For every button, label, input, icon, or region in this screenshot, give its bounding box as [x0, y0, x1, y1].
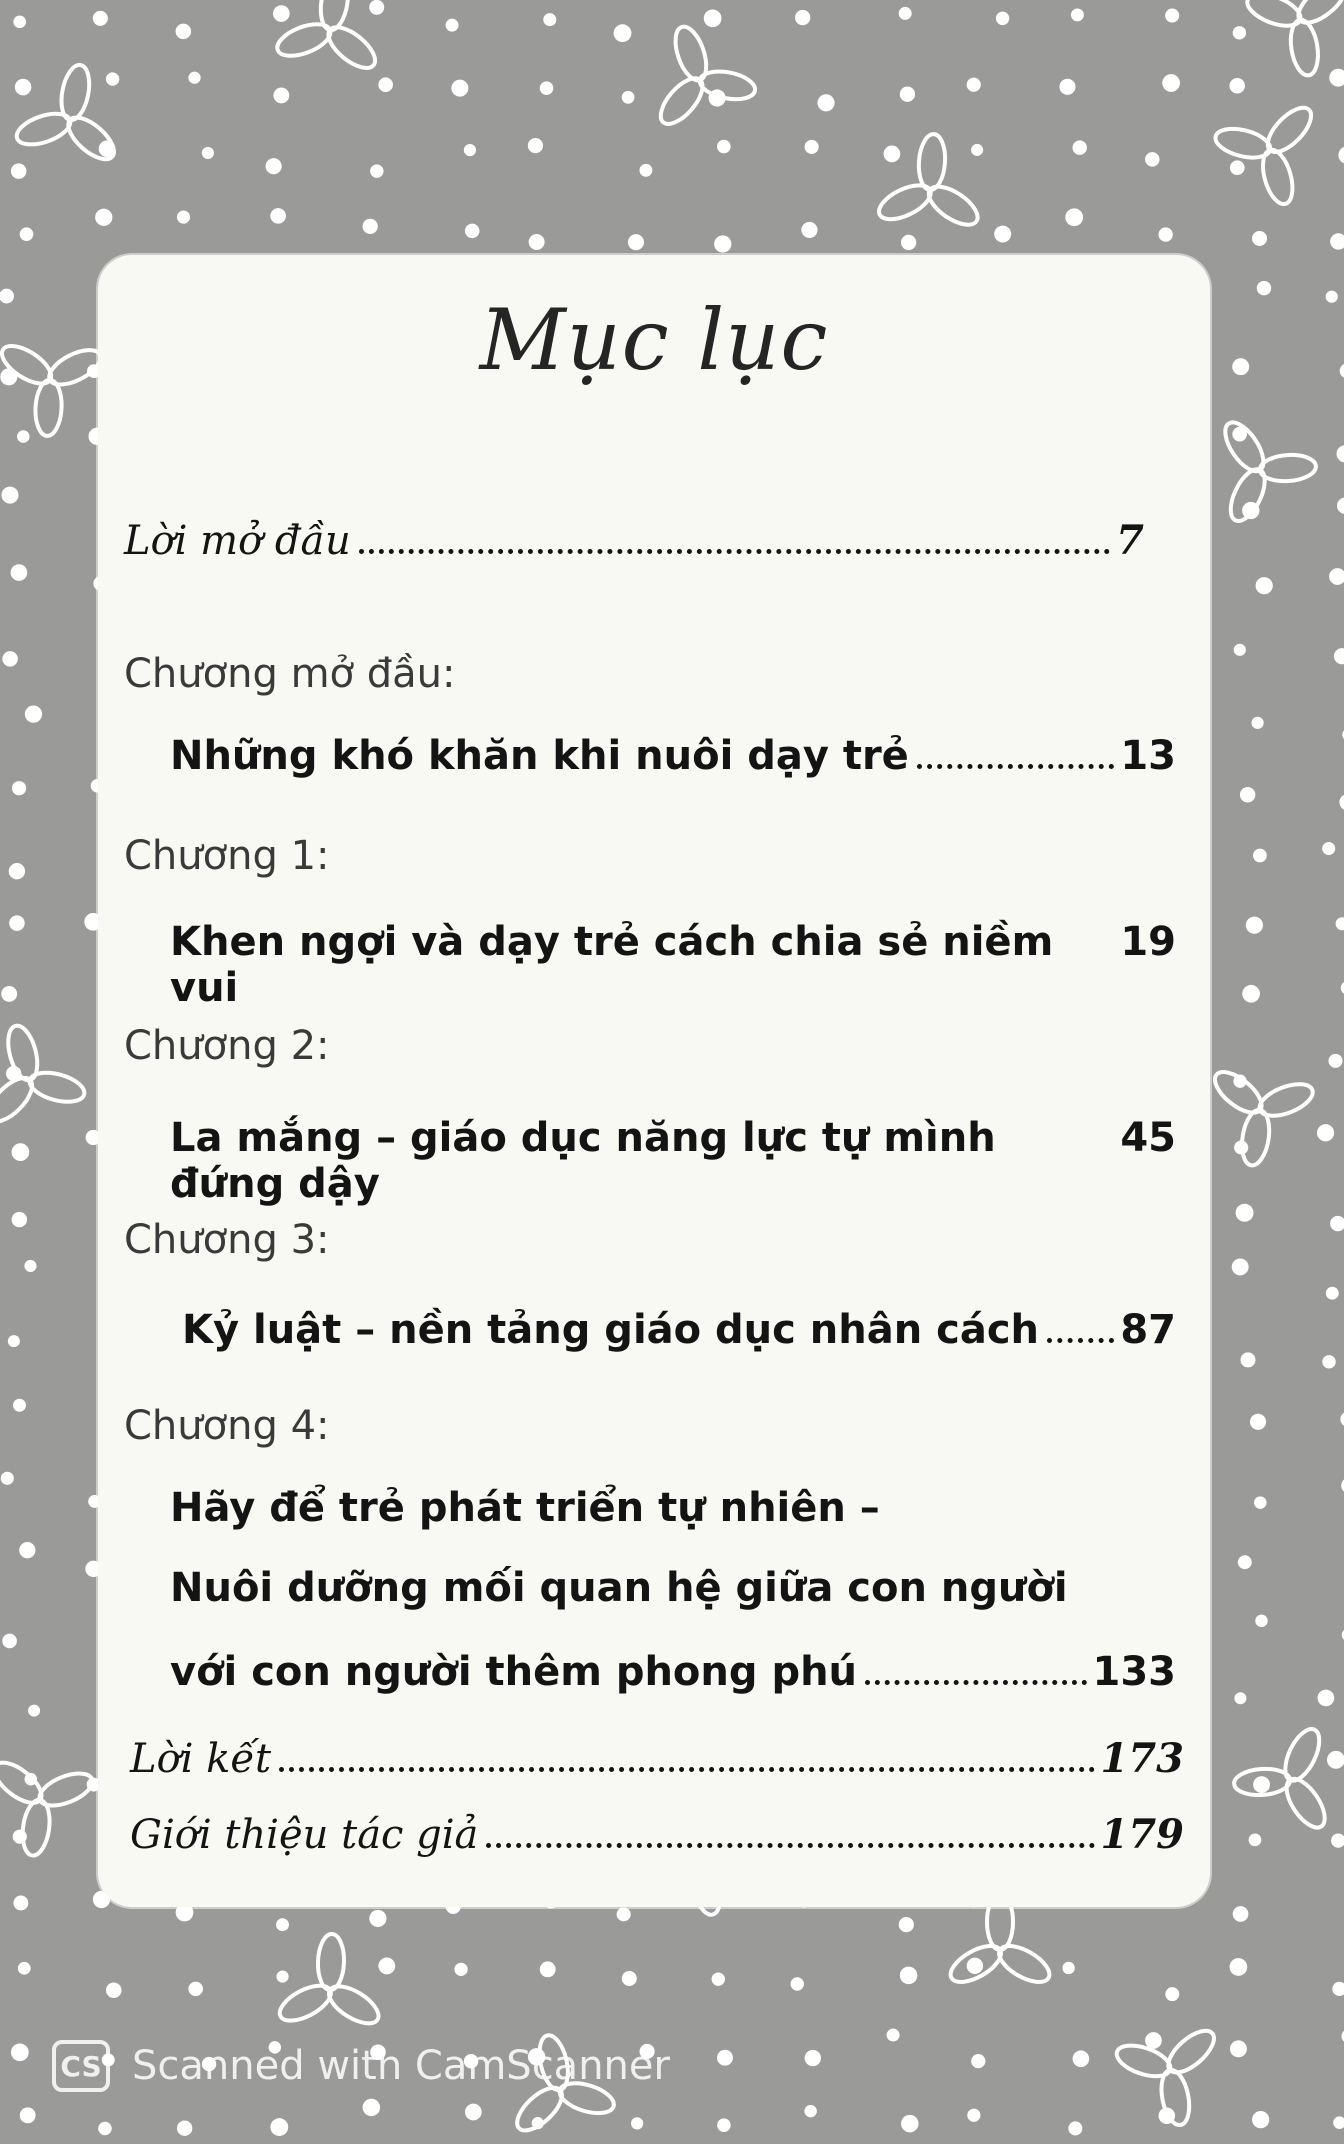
pattern-dot: [20, 227, 34, 241]
flower-icon: [274, 1932, 387, 2031]
pattern-dot: [1256, 577, 1273, 594]
pattern-dot: [899, 7, 912, 20]
pattern-dot: [1234, 1692, 1246, 1704]
toc-entry-chapter-3[interactable]: [182, 1307, 1176, 1353]
flower-icon: [9, 55, 135, 169]
pattern-dot: [1333, 2116, 1344, 2129]
pattern-dot: [1253, 1776, 1270, 1793]
toc-entry-label: Kỷ luật – nền tảng giáo dục nhân cách: [182, 1307, 1040, 1353]
pattern-dot: [11, 564, 28, 581]
toc-entry-prologue[interactable]: [170, 733, 1176, 779]
chapter-heading-2: Chương 2:: [124, 1023, 330, 1069]
pattern-dot: [9, 863, 25, 879]
pattern-dot: [717, 140, 731, 154]
leader-dots: [865, 1680, 1086, 1685]
toc-entry-page: 45: [1120, 1115, 1176, 1161]
pattern-dot: [1145, 2032, 1162, 2049]
pattern-dot: [717, 2050, 733, 2066]
pattern-dot: [1065, 208, 1083, 226]
pattern-dot: [1253, 849, 1267, 863]
pattern-dot: [446, 19, 459, 32]
toc-entry-conclusion[interactable]: [130, 1735, 1184, 1782]
pattern-dot: [188, 72, 200, 84]
toc-entry-chapter-4-line-2[interactable]: Nuôi dưỡng mối quan hệ giữa con người: [170, 1565, 1068, 1611]
pattern-dot: [93, 11, 108, 26]
pattern-dot: [177, 2121, 192, 2136]
pattern-dot: [363, 2099, 380, 2116]
pattern-dot: [1252, 231, 1267, 246]
pattern-dot: [465, 224, 480, 239]
pattern-dot: [95, 209, 112, 226]
pattern-dot: [714, 235, 731, 252]
table-of-contents-card: [98, 255, 1210, 1907]
pattern-dot: [1318, 1690, 1335, 1707]
pattern-dot: [1329, 568, 1344, 585]
leader-dots: [1047, 1338, 1114, 1343]
leader-dots: [486, 1843, 1094, 1848]
flower-icon: [872, 130, 988, 233]
pattern-dot: [1326, 1287, 1339, 1300]
pattern-dot: [817, 94, 834, 111]
pattern-dot: [900, 87, 915, 102]
pattern-dot: [967, 2109, 980, 2122]
pattern-dot: [1230, 2040, 1247, 2057]
pattern-dot: [971, 144, 983, 156]
toc-entry-page: 87: [1120, 1307, 1176, 1353]
pattern-dot: [106, 72, 119, 85]
pattern-dot: [20, 2107, 36, 2123]
pattern-dot: [98, 2122, 112, 2136]
pattern-dot: [24, 1260, 36, 1272]
pattern-dot: [622, 91, 635, 104]
pattern-dot: [540, 81, 554, 95]
pattern-dot: [12, 781, 26, 795]
pattern-dot: [1145, 152, 1159, 166]
pattern-dot: [1230, 1958, 1248, 1976]
pattern-dot: [276, 1918, 289, 1931]
pattern-dot: [1254, 1496, 1267, 1509]
toc-entry-label: Lời mở đầu: [124, 518, 351, 564]
pattern-dot: [18, 1962, 31, 1975]
pattern-dot: [1230, 160, 1245, 175]
toc-entry-label: La mắng – giáo dục năng lực tự mình đứng dậy: [170, 1115, 996, 1207]
pattern-dot: [717, 2118, 731, 2132]
pattern-dot: [13, 1399, 26, 1412]
pattern-dot: [1073, 140, 1087, 154]
flower-icon: [1204, 1039, 1332, 1176]
pattern-dot: [270, 208, 286, 224]
flower-icon: [1223, 1706, 1344, 1840]
pattern-dot: [19, 1542, 35, 1558]
pattern-dot: [1250, 1414, 1266, 1430]
pattern-dot: [971, 2054, 985, 2068]
pattern-dot: [631, 2117, 643, 2129]
toc-entry-label: Khen ngợi và dạy trẻ cách chia sẻ niềm vui: [170, 919, 1054, 1011]
pattern-dot: [202, 147, 214, 159]
pattern-dot: [791, 1977, 804, 1990]
pattern-dot: [1073, 2050, 1090, 2067]
pattern-dot: [25, 705, 42, 722]
toc-entry-about-author[interactable]: [130, 1811, 1184, 1858]
pattern-dot: [13, 1896, 28, 1911]
pattern-dot: [1068, 2121, 1082, 2135]
flower-icon: [651, 19, 765, 145]
pattern-dot: [13, 15, 26, 28]
flower-icon: [0, 1728, 113, 1866]
pattern-dot: [801, 222, 817, 238]
pattern-dot: [529, 234, 545, 250]
toc-entry-chapter-1[interactable]: [170, 919, 1176, 1011]
pattern-dot: [176, 24, 192, 40]
pattern-dot: [12, 1143, 30, 1161]
chapter-heading-4: Chương 4:: [124, 1403, 330, 1449]
pattern-dot: [2, 1634, 17, 1649]
pattern-dot: [1, 487, 18, 504]
flower-icon: [1104, 1992, 1248, 2138]
pattern-dot: [1332, 1982, 1344, 1996]
toc-entry-label: Những khó khăn khi nuôi dạy trẻ: [170, 733, 909, 779]
pattern-dot: [1071, 8, 1084, 21]
leader-dots: [917, 764, 1115, 769]
pattern-dot: [1317, 1124, 1334, 1141]
pattern-dot: [1334, 648, 1344, 664]
pattern-dot: [363, 219, 378, 234]
pattern-dot: [805, 140, 819, 154]
toc-entry-chapter-4[interactable]: [170, 1649, 1176, 1695]
pattern-dot: [1251, 717, 1263, 729]
pattern-dot: [901, 2115, 919, 2133]
pattern-dot: [994, 226, 1011, 243]
toc-entry-page: 7: [1116, 517, 1144, 564]
pattern-dot: [270, 2118, 288, 2136]
chapter-heading-3: Chương 3:: [124, 1217, 330, 1263]
toc-entry-page: 133: [1092, 1649, 1176, 1695]
pattern-dot: [369, 1910, 386, 1927]
pattern-dot: [628, 234, 644, 250]
pattern-dot: [1329, 1054, 1343, 1068]
pattern-dot: [1158, 227, 1172, 241]
pattern-dot: [465, 2104, 482, 2121]
leader-dots: [279, 1767, 1094, 1772]
pattern-dot: [1330, 233, 1344, 249]
pattern-dot: [1336, 445, 1344, 462]
pattern-dot: [1322, 842, 1335, 855]
pattern-dot: [1162, 74, 1180, 92]
pattern-dot: [1340, 1412, 1344, 1427]
flower-icon: [1203, 72, 1344, 217]
pattern-dot: [177, 210, 190, 223]
pattern-dot: [188, 1982, 203, 1997]
toc-entry-intro[interactable]: [124, 517, 1144, 564]
pattern-dot: [900, 1967, 918, 1985]
pattern-dot: [1257, 281, 1271, 295]
pattern-dot: [1229, 78, 1245, 94]
pattern-dot: [528, 138, 543, 153]
pattern-dot: [106, 1982, 122, 1998]
pattern-dot: [1, 986, 17, 1002]
flower-icon: [1235, 0, 1344, 87]
pattern-dot: [1330, 1216, 1344, 1231]
pattern-dot: [1232, 358, 1249, 375]
pattern-dot: [1233, 26, 1246, 39]
pattern-dot: [1232, 1258, 1249, 1275]
pattern-dot: [704, 9, 722, 27]
pattern-dot: [1233, 1906, 1249, 1922]
pattern-dot: [1331, 1833, 1344, 1847]
toc-entry-page: 19: [1120, 919, 1176, 965]
toc-entry-page: 13: [1120, 733, 1176, 779]
pattern-dot: [2, 651, 17, 666]
leader-dots: [359, 549, 1110, 554]
toc-entry-page: 179: [1100, 1811, 1184, 1858]
pattern-dot: [1338, 146, 1344, 164]
pattern-dot: [1238, 1555, 1252, 1569]
pattern-dot: [11, 163, 27, 179]
pattern-dot: [899, 1917, 914, 1932]
toc-entry-chapter-4-line-1[interactable]: Hãy để trẻ phát triển tự nhiên –: [170, 1485, 880, 1531]
pattern-dot: [712, 1972, 725, 1985]
pattern-dot: [9, 915, 25, 931]
pattern-dot: [451, 80, 468, 97]
pattern-dot: [28, 1705, 40, 1717]
pattern-dot: [1249, 1833, 1262, 1846]
chapter-heading-1: Chương 1:: [124, 833, 330, 879]
toc-entry-label: Giới thiệu tác giả: [130, 1812, 479, 1858]
pattern-dot: [1062, 1962, 1074, 1974]
pattern-dot: [543, 13, 556, 26]
pattern-dot: [1337, 498, 1344, 514]
page-title: Mục lục: [479, 291, 829, 389]
flower-icon: [1217, 411, 1320, 527]
pattern-dot: [276, 1971, 288, 1983]
watermark-text: Scanned with CamScanner: [132, 2043, 670, 2089]
pattern-dot: [795, 10, 810, 25]
pattern-dot: [887, 2029, 900, 2042]
camscanner-watermark: [52, 2040, 670, 2092]
pattern-dot: [266, 158, 282, 174]
pattern-dot: [805, 2050, 821, 2066]
pattern-dot: [1236, 1204, 1254, 1222]
chapter-heading-prologue: Chương mở đầu:: [124, 651, 456, 697]
pattern-dot: [1, 1472, 14, 1485]
pattern-dot: [901, 235, 916, 250]
pattern-dot: [1327, 1751, 1344, 1769]
pattern-dot: [1240, 787, 1255, 802]
pattern-dot: [273, 87, 289, 103]
pattern-dot: [804, 2105, 816, 2117]
pattern-dot: [1252, 2111, 1269, 2128]
pattern-dot: [1329, 69, 1344, 87]
pattern-dot: [996, 12, 1009, 25]
pattern-dot: [0, 289, 14, 304]
pattern-dot: [1234, 644, 1246, 656]
pattern-dot: [1165, 9, 1179, 23]
pattern-dot: [622, 1971, 637, 1986]
pattern-dot: [17, 430, 30, 443]
pattern-dot: [369, 0, 384, 15]
pattern-dot: [464, 144, 476, 156]
pattern-dot: [617, 1907, 631, 1921]
pattern-dot: [273, 5, 290, 22]
pattern-dot: [378, 77, 393, 92]
pattern-dot: [11, 2043, 29, 2061]
pattern-dot: [1059, 79, 1075, 95]
pattern-dot: [12, 1212, 27, 1227]
camscanner-logo-icon: CS: [52, 2040, 110, 2092]
pattern-dot: [1242, 985, 1260, 1003]
pattern-dot: [639, 164, 652, 177]
toc-entry-page: 173: [1100, 1735, 1184, 1782]
toc-entry-chapter-2[interactable]: [170, 1115, 1176, 1207]
pattern-dot: [370, 164, 383, 177]
pattern-dot: [967, 78, 981, 92]
pattern-dot: [15, 79, 32, 96]
pattern-dot: [1339, 794, 1344, 810]
pattern-dot: [884, 146, 901, 163]
pattern-dot: [1336, 917, 1344, 930]
pattern-dot: [1326, 291, 1338, 303]
flower-icon: [0, 1017, 98, 1148]
toc-entry-label: với con người thêm phong phú: [170, 1649, 858, 1695]
pattern-dot: [967, 1958, 983, 1974]
pattern-dot: [1246, 917, 1263, 934]
pattern-dot: [1340, 363, 1344, 378]
pattern-dot: [1322, 1355, 1335, 1368]
pattern-dot: [614, 24, 632, 42]
pattern-dot: [378, 1957, 395, 1974]
pattern-dot: [8, 1335, 20, 1347]
pattern-dot: [1255, 1615, 1267, 1627]
pattern-dot: [1240, 1352, 1255, 1367]
pattern-dot: [1165, 1987, 1179, 2001]
toc-entry-label: Lời kết: [130, 1736, 272, 1782]
pattern-dot: [454, 1963, 467, 1976]
pattern-dot: [540, 1961, 556, 1977]
